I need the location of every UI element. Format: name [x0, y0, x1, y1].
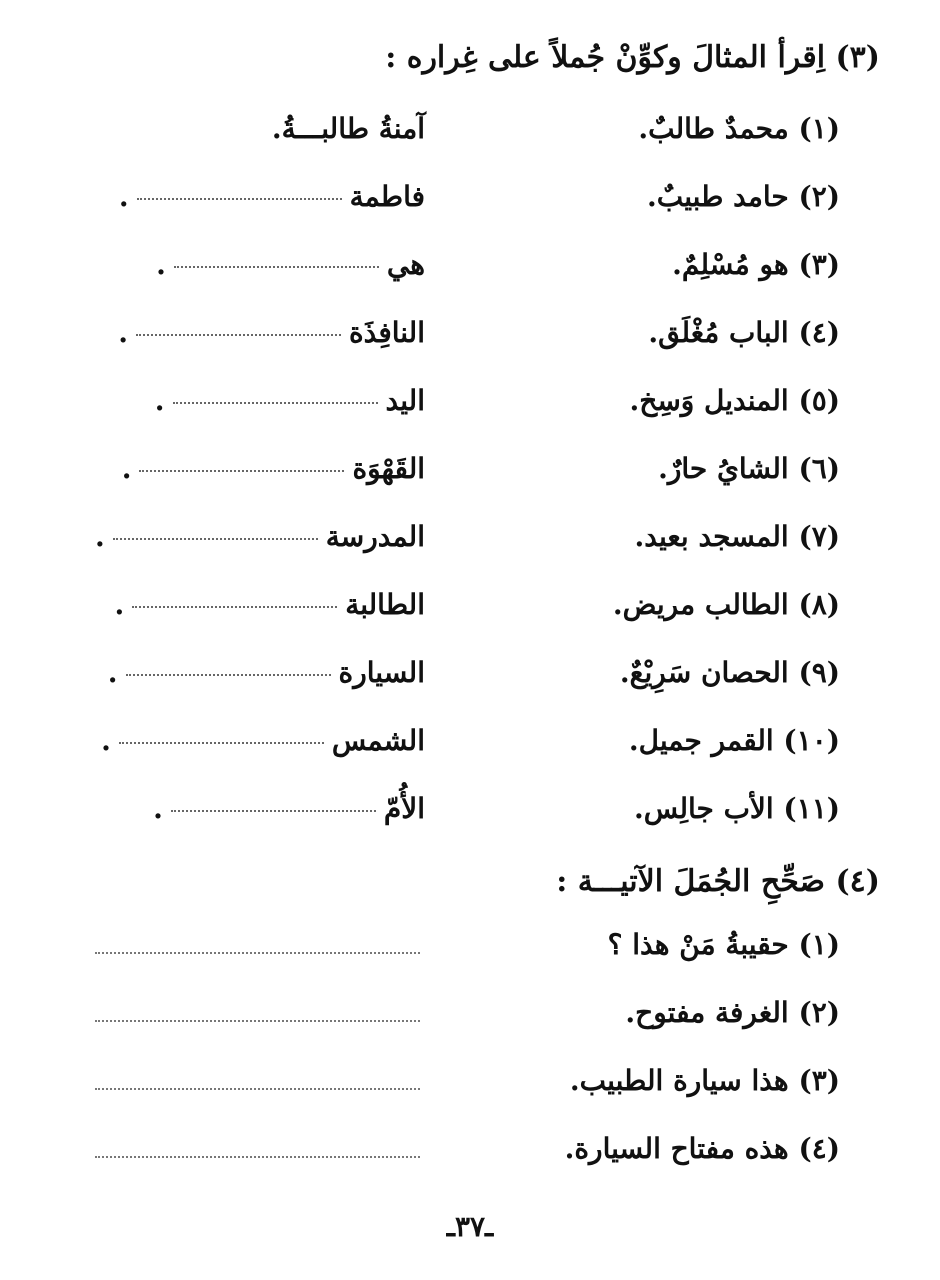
correction-question: (٣) هذا سيارة الطبيب.	[569, 1064, 840, 1097]
correction-blank[interactable]	[95, 952, 420, 954]
example-row	[0, 112, 940, 152]
correction-question: (١) حقيبةُ مَنْ هذا ؟	[607, 928, 840, 961]
exercise-row	[0, 724, 940, 764]
exercise-prompt: النافِذَة	[348, 316, 425, 349]
correction-blank[interactable]	[95, 1156, 420, 1158]
exercise-answer-area	[108, 656, 425, 689]
exercise-prompt: المدرسة	[325, 520, 425, 553]
exercise-question: (١٠) القمر جميل.	[628, 724, 840, 757]
section3-heading: (٣) اِقرأ المثالَ وكوِّنْ جُملاً على غِراره :	[385, 40, 880, 75]
exercise-question: (٨) الطالب مريض.	[612, 588, 840, 621]
exercise-prompt: فاطمة	[349, 180, 425, 213]
exercise-row	[0, 656, 940, 696]
correction-row	[0, 928, 940, 968]
correction-question: (٤) هذه مفتاح السيارة.	[564, 1132, 840, 1165]
answer-blank[interactable]	[137, 198, 342, 200]
exercise-answer-area	[118, 316, 425, 349]
correction-blank[interactable]	[95, 1020, 420, 1022]
exercise-row	[0, 248, 940, 288]
exercise-row	[0, 588, 940, 628]
example-answer: آمنةُ طالبـــةُ.	[271, 112, 425, 145]
exercise-row	[0, 384, 940, 424]
answer-blank[interactable]	[119, 742, 324, 744]
exercise-answer-area	[114, 588, 425, 621]
exercise-question: (٤) الباب مُغْلَق.	[648, 316, 840, 349]
exercise-row	[0, 792, 940, 832]
end-mark: .	[156, 248, 166, 281]
exercise-question: (٩) الحصان سَرِيْعٌ.	[619, 656, 840, 689]
correction-row	[0, 996, 940, 1036]
answer-blank[interactable]	[126, 674, 331, 676]
answer-blank[interactable]	[171, 810, 376, 812]
exercise-question: (٢) حامد طبيبٌ.	[646, 180, 840, 213]
correction-row	[0, 1132, 940, 1172]
page-number: ـ٣٧ـ	[446, 1210, 494, 1243]
end-mark: .	[153, 792, 163, 825]
exercise-prompt: هي	[386, 248, 425, 281]
exercise-row	[0, 316, 940, 356]
end-mark: .	[121, 452, 132, 485]
answer-blank[interactable]	[136, 334, 341, 336]
example-question: (١) محمدٌ طالبٌ.	[638, 112, 840, 145]
correction-question: (٢) الغرفة مفتوح.	[625, 996, 840, 1029]
exercise-answer-area	[95, 520, 425, 553]
exercise-answer-area	[122, 452, 425, 485]
exercise-question: (٦) الشايُ حارٌ.	[658, 452, 840, 485]
answer-blank[interactable]	[173, 402, 378, 404]
correction-blank[interactable]	[95, 1088, 420, 1090]
exercise-question: (١١) الأب جالِس.	[634, 792, 840, 825]
answer-blank[interactable]	[132, 606, 337, 608]
answer-blank[interactable]	[174, 266, 379, 268]
exercise-prompt: الطالبة	[345, 588, 425, 621]
exercise-row	[0, 452, 940, 492]
answer-blank[interactable]	[113, 538, 318, 540]
exercise-prompt: الأُمّ	[383, 792, 425, 825]
exercise-answer-area	[101, 724, 425, 757]
end-mark: .	[154, 384, 165, 417]
exercise-prompt: اليد	[385, 384, 425, 417]
answer-blank[interactable]	[139, 470, 344, 472]
exercise-row	[0, 180, 940, 220]
exercise-answer-area	[119, 180, 425, 213]
end-mark: .	[95, 520, 105, 553]
exercise-prompt: القَهْوَة	[352, 452, 425, 485]
exercise-prompt: الشمس	[331, 724, 425, 757]
exercise-row	[0, 520, 940, 560]
exercise-prompt: السيارة	[338, 656, 425, 689]
section4-heading: (٤) صَحِّحِ الجُمَلَ الآتيـــة :	[556, 864, 880, 899]
exercise-question: (٧) المسجد بعيد.	[634, 520, 840, 553]
end-mark: .	[107, 656, 118, 689]
exercise-question: (٣) هو مُسْلِمٌ.	[672, 248, 840, 281]
end-mark: .	[114, 588, 125, 621]
exercise-answer-area	[156, 248, 425, 281]
exercise-answer-area	[153, 792, 425, 825]
exercise-answer-area	[155, 384, 425, 417]
exercise-question: (٥) المنديل وَسِخ.	[629, 384, 840, 417]
end-mark: .	[101, 724, 111, 757]
correction-row	[0, 1064, 940, 1104]
end-mark: .	[118, 180, 129, 213]
end-mark: .	[118, 316, 128, 349]
